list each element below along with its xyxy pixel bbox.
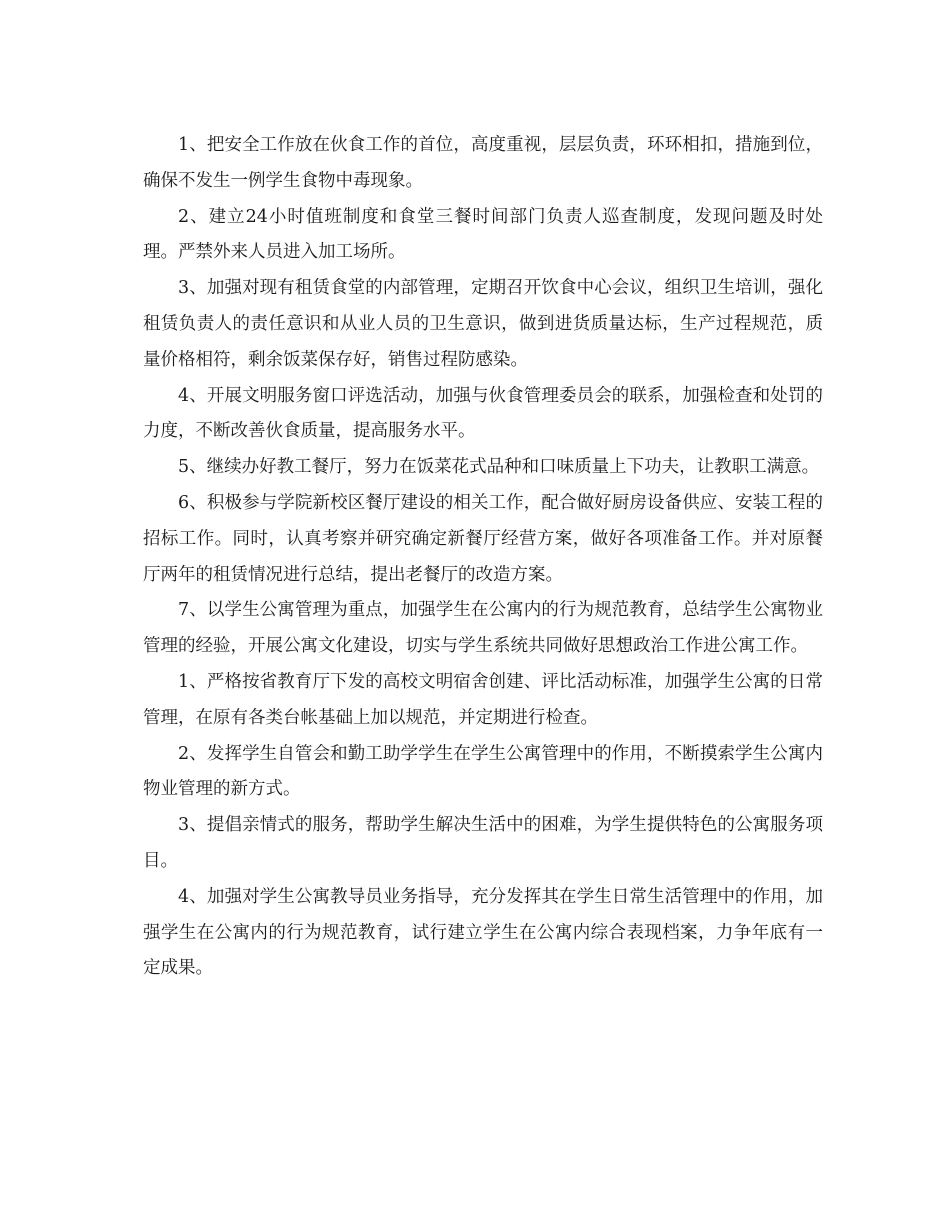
paragraph-6: 6、积极参与学院新校区餐厅建设的相关工作，配合做好厨房设备供应、安装工程的招标工作。同时，认真考察并研究确定新餐厅经营方案，做好各项准备工作。并对原餐厅两年的租赁情况进行总结，提出老餐厅的改造方案。 [143, 492, 823, 585]
paragraph-9: 2、发挥学生自管会和勤工助学学生在学生公寓管理中的作用，不断摸索学生公寓内物业管理的新方式。 [143, 743, 823, 800]
paragraph-1: 1、把安全工作放在伙食工作的首位，高度重视，层层负责，环环相扣，措施到位，确保不发生一例学生食物中毒现象。 [143, 135, 823, 191]
paragraph-7: 7、以学生公寓管理为重点，加强学生在公寓内的行为规范教育，总结学生公寓物业管理的经验，开展公寓文化建设，切实与学生系统共同做好思想政治工作进公寓工作。 [143, 600, 823, 657]
paragraph-8: 1、严格按省教育厅下发的高校文明宿舍创建、评比活动标准，加强学生公寓的日常管理，在原有各类台帐基础上加以规范，并定期进行检查。 [143, 671, 823, 728]
document-body [143, 128, 823, 987]
paragraph-4: 4、开展文明服务窗口评选活动，加强与伙食管理委员会的联系，加强检查和处罚的力度，不断改善伙食质量，提高服务水平。 [143, 385, 823, 442]
paragraph-2: 2、建立24小时值班制度和食堂三餐时间部门负责人巡查制度，发现问题及时处理。严禁外来人员进入加工场所。 [143, 206, 823, 263]
paragraph-10: 3、提倡亲情式的服务，帮助学生解决生活中的困难，为学生提供特色的公寓服务项目。 [143, 815, 823, 871]
paragraph-5: 5、继续办好教工餐厅，努力在饭菜花式品种和口味质量上下功夫，让教职工满意。 [178, 457, 820, 478]
paragraph-11: 4、加强对学生公寓教导员业务指导，充分发挥其在学生日常生活管理中的作用，加强学生在公寓内的行为规范教育，试行建立学生在公寓内综合表现档案，力争年底有一定成果。 [143, 886, 823, 979]
paragraph-3: 3、加强对现有租赁食堂的内部管理，定期召开饮食中心会议，组织卫生培训，强化租赁负责人的责任意识和从业人员的卫生意识，做到进货质量达标，生产过程规范，质量价格相符，剩余饭菜保存好，销售过程防感染。 [143, 278, 823, 370]
